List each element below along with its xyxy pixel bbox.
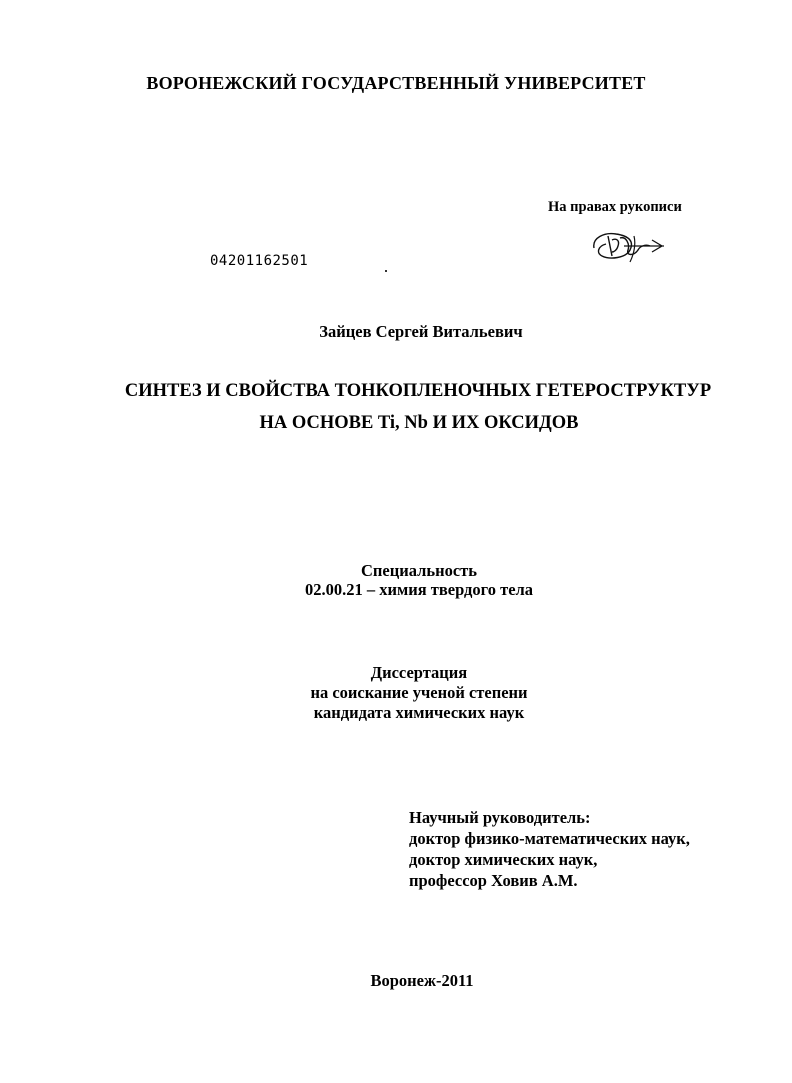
advisor-degree-1: доктор физико-математических наук, (409, 829, 690, 848)
advisor-heading: Научный руководитель: (409, 808, 591, 827)
archive-number: 04201162501 (210, 253, 309, 269)
signature-icon (590, 226, 670, 264)
dissertation-purpose: на соискание ученой степени (310, 683, 528, 702)
thesis-title-line-2: НА ОСНОВЕ Ti, Nb И ИХ ОКСИДОВ (259, 413, 579, 433)
manuscript-rights-label: На правах рукописи (548, 199, 682, 215)
thesis-title-line-1: СИНТЕЗ И СВОЙСТВА ТОНКОПЛЕНОЧНЫХ ГЕТЕРОСТРУКТУР (124, 381, 712, 401)
dissertation-type: Диссертация (370, 663, 468, 682)
scan-dot (385, 270, 387, 272)
university-name: ВОРОНЕЖСКИЙ ГОСУДАРСТВЕННЫЙ УНИВЕРСИТЕТ (146, 73, 646, 93)
speciality-label: Специальность (360, 561, 478, 580)
city-year: Воронеж-2011 (370, 971, 474, 990)
author-name: Зайцев Сергей Витальевич (319, 322, 523, 341)
speciality-value: 02.00.21 – химия твердого тела (304, 580, 534, 599)
advisor-name: профессор Ховив А.М. (409, 871, 578, 890)
dissertation-degree: кандидата химических наук (313, 703, 525, 722)
advisor-degree-2: доктор химических наук, (409, 850, 598, 869)
